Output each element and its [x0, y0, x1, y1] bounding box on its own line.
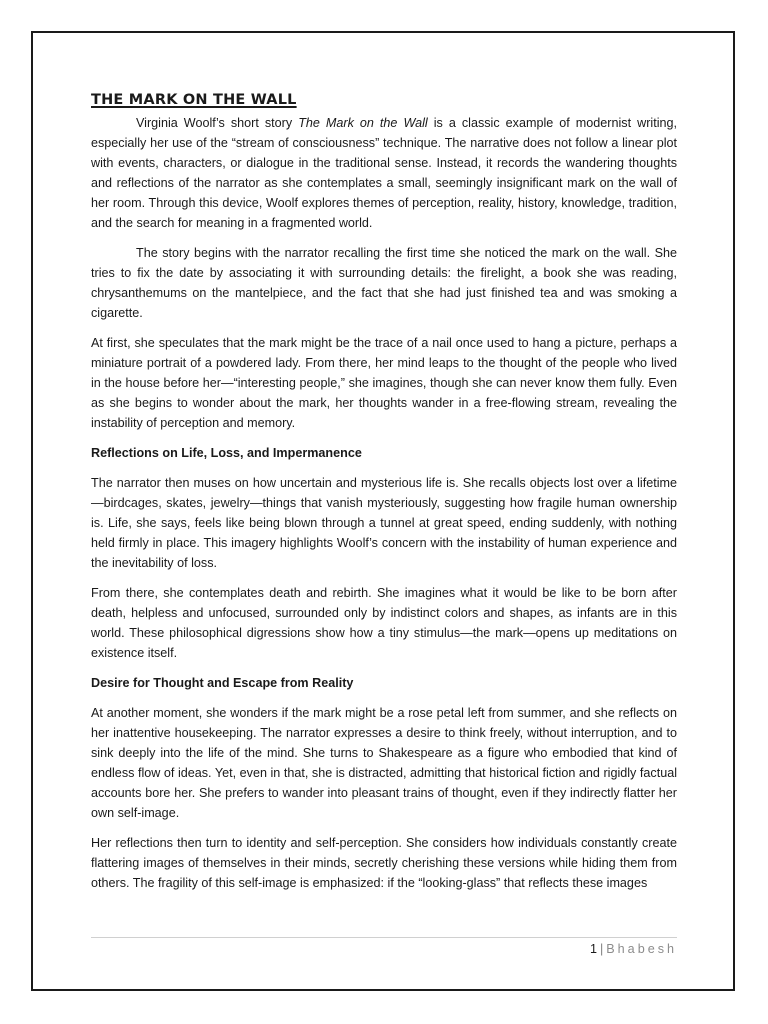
paragraph-4: The narrator then muses on how uncertain and mysterious life is. She recalls objects lost over a lifetime—birdcages, skates, jewelry—things that vanish mysteriously, suggesting how fragile human ownership is. Life, she says, feels like being blown through a tunnel at great speed, ending suddenly, with nothing held firmly in place. This imagery highlights Woolf’s concern with the instability of human experience and the inevitability of loss. — [91, 476, 677, 570]
section-heading-desire: Desire for Thought and Escape from Reality — [91, 676, 354, 690]
paragraph-3: At first, she speculates that the mark might be the trace of a nail once used to hang a picture, perhaps a miniature portrait of a powdered lady. From there, her mind leaps to the thought of the people who lived in the house before her—“interesting people,” she imagines, though she can never know them fully. Even as she begins to wonder about the mark, her thoughts wander in a free-flowing stream, revealing the instability of perception and memory. — [91, 336, 677, 430]
document-title: THE MARK ON THE WALL — [91, 92, 297, 108]
footer-author: Bhabesh — [606, 942, 677, 956]
paragraph-6: At another moment, she wonders if the mark might be a rose petal left from summer, and she reflects on her inattentive housekeeping. The narrator expresses a desire to think freely, without interruption, and to sink deeply into the life of the mind. She turns to Shakespeare as a figure who embodied that kind of endless flow of ideas. Yet, even in that, she is distracted, admitting that historical fiction and rigidly factual accounts bore her. She prefers to wander into pleasant trains of thought, even if they indirectly flatter her own self-image. — [91, 706, 677, 820]
story-title-italic: The Mark on the Wall — [298, 116, 428, 130]
paragraph-intro — [91, 113, 677, 233]
document-body — [91, 90, 677, 903]
paragraph-2: The story begins with the narrator recalling the first time she noticed the mark on the wall. She tries to fix the date by associating it with surrounding details: the firelight, a book she was reading, chrysanthemums on the mantelpiece, and the fact that she had just finished tea and was smoking a cigarette. — [91, 246, 677, 320]
footer-separator: | — [600, 942, 604, 956]
page-footer — [590, 940, 677, 958]
paragraph-7: Her reflections then turn to identity and self-perception. She considers how individuals constantly create flattering images of themselves in their minds, secretly cherishing these versions while hiding them from others. The fragility of this self-image is emphasized: if the “looking-glass” that reflects these images — [91, 836, 677, 890]
footer-divider — [91, 937, 677, 938]
paragraph-5: From there, she contemplates death and rebirth. She imagines what it would be like to be born after death, helpless and unfocused, surrounded only by indistinct colors and shapes, as infants are in this world. These philosophical digressions show how a tiny stimulus—the mark—opens up meditations on existence itself. — [91, 586, 677, 660]
section-heading-reflections: Reflections on Life, Loss, and Impermanence — [91, 446, 362, 460]
paragraph-intro-prefix: Virginia Woolf’s short story — [136, 116, 299, 130]
paragraph-intro-rest: is a classic example of modernist writing, especially her use of the “stream of consciousness” technique. The narrative does not follow a linear plot with events, characters, or dialogue in the traditional sense. Instead, it records the wandering thoughts and reflections of the narrator as she contemplates a small, seemingly insignificant mark on the wall of her room. Through this device, Woolf explores themes of perception, reality, history, knowledge, tradition, and the search for meaning in a fragmented world. — [91, 116, 677, 230]
page-number: 1 — [589, 942, 597, 956]
